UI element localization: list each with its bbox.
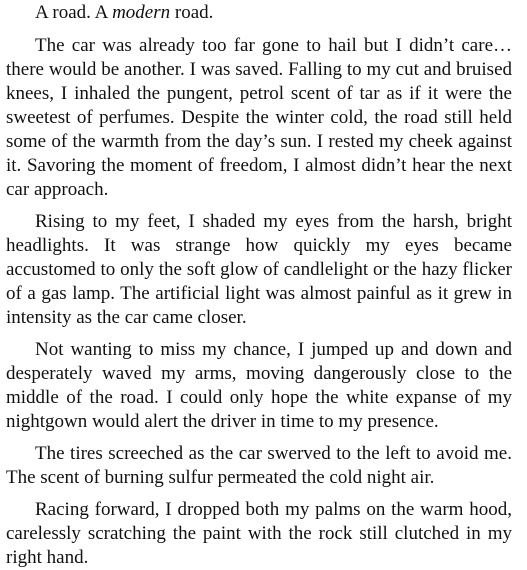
paragraph-3: Not wanting to miss my chance, I jumped up and down and desperately waved my arms, moving dangerously close to the middle of the road. I could only hope the white expanse of my nightgown would alert the driver in time to my presence. [6,339,512,432]
opening-text-end: road. [170,2,214,23]
opening-line [6,1,512,25]
opening-emphasis: modern [112,2,171,23]
paragraph-1: The car was already too far gone to hail but I didn’t care… there would be another. I was saved. Falling to my cut and bruised knees, I inhaled the pungent, petrol scent of tar as if it were the sweetest of perfumes. Despite the winter cold, the road still held some of the warmth from the day’s sun. I rested my cheek against it. Savoring the moment of freedom, I almost didn’t hear the next car approach. [6,35,512,200]
opening-text-start: A road. A [35,2,113,23]
paragraph-4: The tires screeched as the car swerved to the left to avoid me. The scent of burning sulfur permeated the cold night air. [6,443,512,488]
paragraph-2: Rising to my feet, I shaded my eyes from the harsh, bright headlights. It was strange how quickly my eyes became accustomed to only the soft glow of candlelight or the hazy flicker of a gas lamp. The artificial light was almost painful as it grew in intensity as the car came closer. [6,211,512,328]
paragraph-5: Racing forward, I dropped both my palms on the warm hood, carelessly scratching the paint with the rock still clutched in my right hand. [6,499,512,568]
document-page [6,0,512,570]
